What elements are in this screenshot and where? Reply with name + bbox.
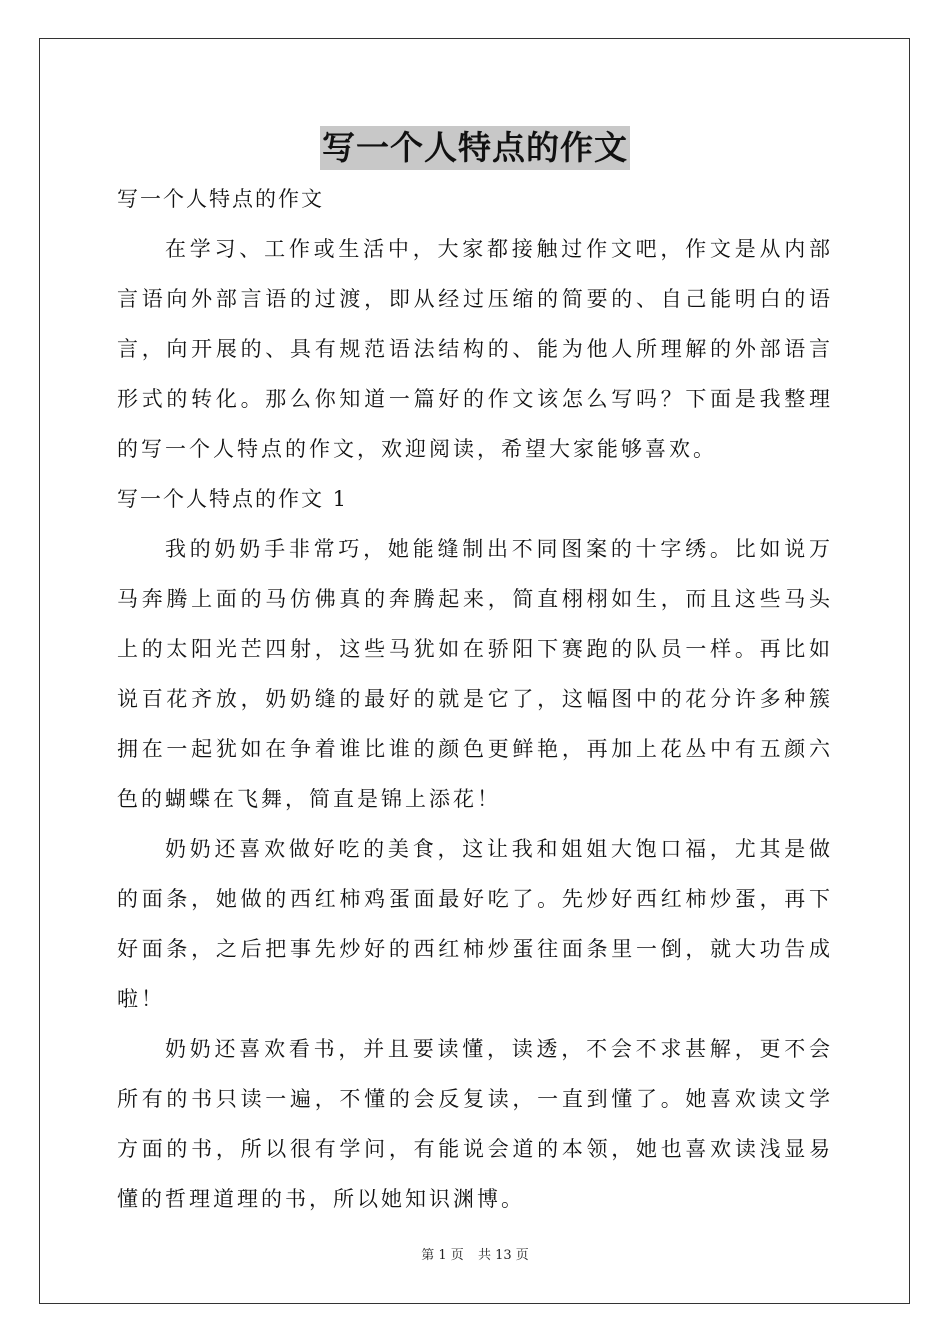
title-area [0,126,950,170]
body-paragraph: 奶奶还喜欢看书，并且要读懂，读透，不会不求甚解，更不会所有的书只读一遍，不懂的会反复读，一直到懂了。她喜欢读文学方面的书，所以很有学问，有能说会道的本领，她也喜欢读浅显易懂的哲理道理的书，所以她知识渊博。 [117,1037,833,1211]
body-paragraph: 奶奶还喜欢做好吃的美食，这让我和姐姐大饱口福，尤其是做的面条，她做的西红柿鸡蛋面最好吃了。先炒好西红柿炒蛋，再下好面条，之后把事先炒好的西红柿炒蛋往面条里一倒，就大功告成啦！ [117,837,833,1011]
section-heading: 写一个人特点的作文 1 [117,487,349,511]
document-subtitle: 写一个人特点的作文 [117,187,324,211]
body-paragraph: 我的奶奶手非常巧，她能缝制出不同图案的十字绣。比如说万马奔腾上面的马仿佛真的奔腾起来，简直栩栩如生，而且这些马头上的太阳光芒四射，这些马犹如在骄阳下赛跑的队员一样。再比如说百花齐放，奶奶缝的最好的就是它了，这幅图中的花分许多种簇拥在一起犹如在争着谁比谁的颜色更鲜艳，再加上花丛中有五颜六色的蝴蝶在飞舞，简直是锦上添花！ [117,537,833,811]
total-pages: 共 13 页 [477,1248,529,1263]
page-number: 第 1 页 [421,1248,464,1263]
intro-paragraph: 在学习、工作或生活中，大家都接触过作文吧，作文是从内部言语向外部言语的过渡，即从经过压缩的简要的、自己能明白的语言，向开展的、具有规范语法结构的、能为他人所理解的外部语言形式的转化。那么你知道一篇好的作文该怎么写吗？下面是我整理的写一个人特点的作文，欢迎阅读，希望大家能够喜欢。 [117,237,833,461]
document-body [117,174,833,1224]
document-title: 写一个人特点的作文 [320,126,630,170]
page-footer [0,1244,950,1263]
